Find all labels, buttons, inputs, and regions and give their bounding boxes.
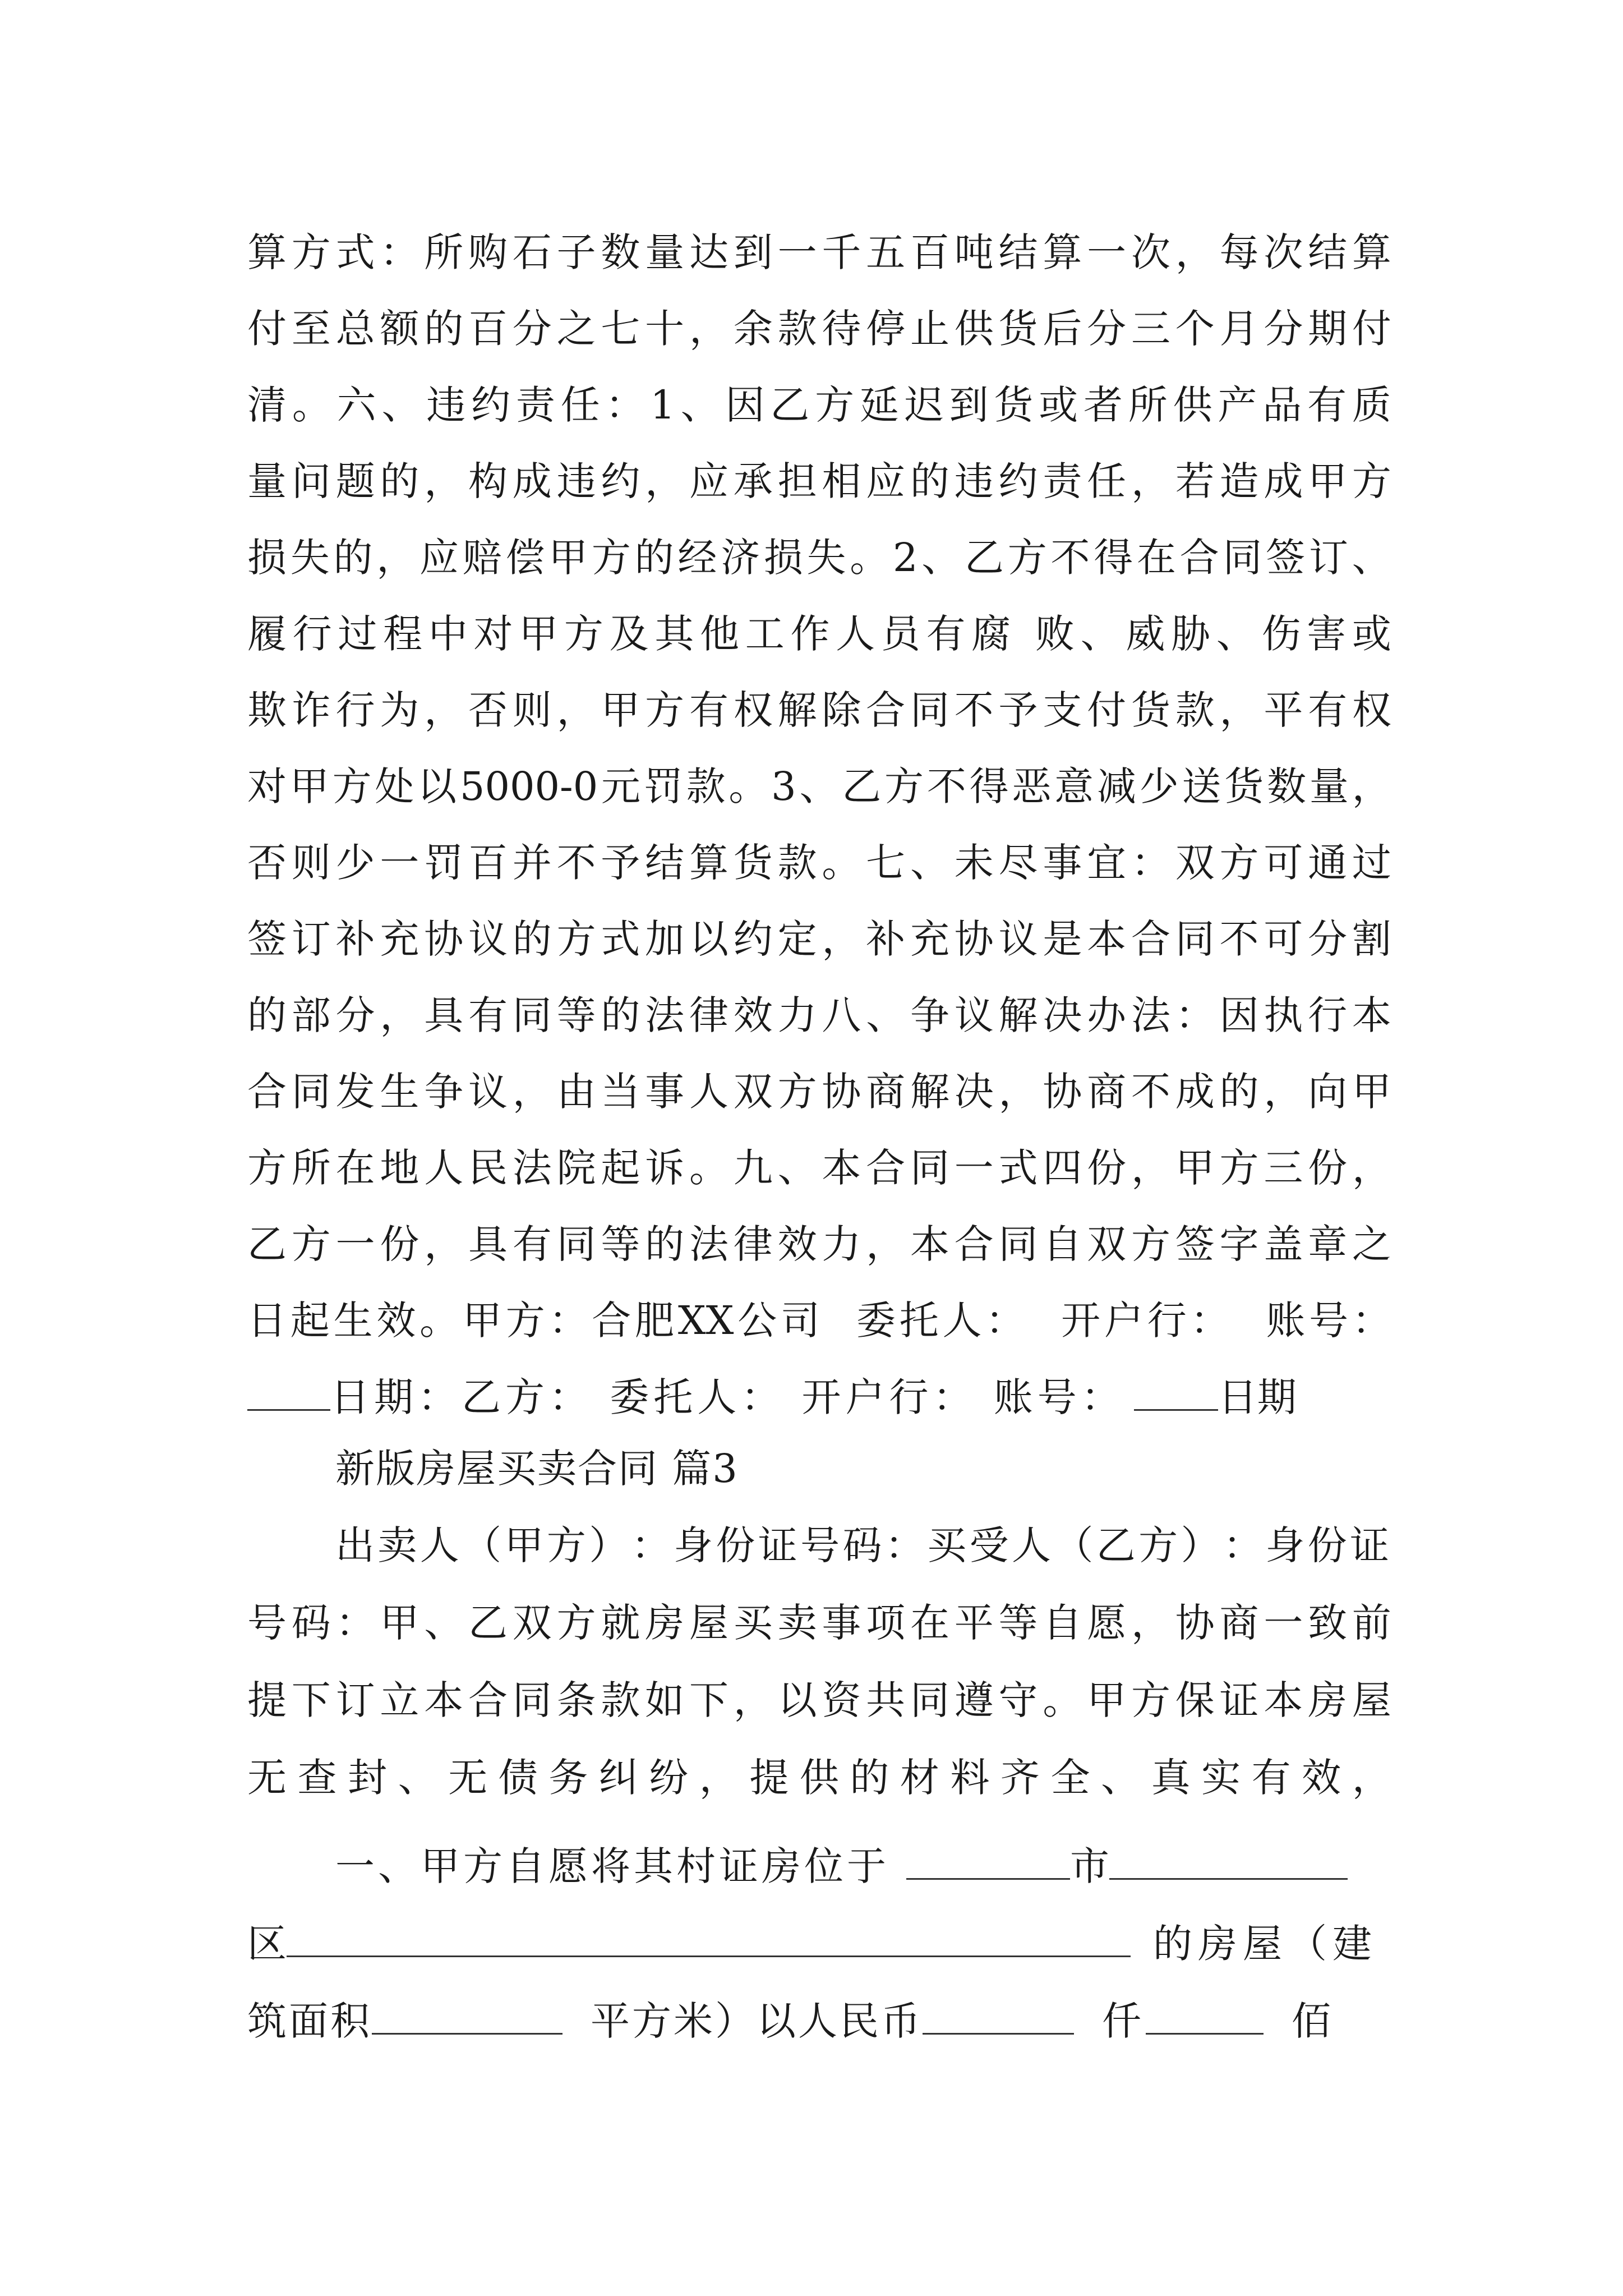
blank-city [906, 1839, 1070, 1880]
clause1-line2 [247, 1913, 1391, 1975]
paragraph-line: 的 部 分 ， 具 有 同 等 的 法 律 效 力 八 、 争 议 解 决 办 法 ： 因 执 行 本 [247, 992, 1391, 1038]
clause1-prefix: 一、甲方自愿将其村证房位于 [335, 1843, 889, 1889]
section-heading [335, 1438, 1008, 1499]
clause1-district: 区 [247, 1921, 287, 1967]
paragraph-line: 欺 诈 行 为 ， 否 则 ， 甲 方 有 权 解 除 合 同 不 予 支 付 货 款 ， 平 有 权 [247, 687, 1391, 733]
signature-line [247, 1366, 1391, 1428]
blank-area [372, 1994, 562, 2035]
paragraph-line: 出 卖 人 （ 甲 方 ） ： 身 份 证 号 码 ： 买 受 人 （ 乙 方 ） ： 身 份 证 [335, 1522, 1391, 1568]
clause1-line3 [247, 1990, 1391, 2052]
paragraph-line: 无 查 封 、 无 债 务 纠 纷 ， 提 供 的 材 料 齐 全 、 真 实 有 效 ， [247, 1755, 1391, 1801]
signature-line-text: 日期：乙方： 委托人： 开户行： 账号： [330, 1374, 1125, 1420]
signature-line-date: 日期 [1218, 1374, 1297, 1420]
paragraph-line: 日 起 生 效 。 甲 方 ： 合 肥 XX 公 司 委 托 人 ： 开 户 行 ： 账 号 ： [247, 1297, 1391, 1343]
paragraph-line: 量 问 题 的 ， 构 成 违 约 ， 应 承 担 相 应 的 违 约 责 任 ， 若 造 成 甲 方 [247, 458, 1391, 504]
clause1-house: 的房屋（建 [1153, 1921, 1377, 1967]
paragraph-line: 清 。 六 、 违 约 责 任 ： 1 、 因 乙 方 延 迟 到 货 或 者 所 供 产 品 有 质 [247, 382, 1391, 428]
paragraph-line: 合 同 发 生 争 议 ， 由 当 事 人 双 方 协 商 解 决 ， 协 商 不 成 的 ， 向 甲 [247, 1069, 1391, 1115]
clause1-thousand: 仟 [1102, 1998, 1141, 2044]
blank-district-prefix [1109, 1839, 1348, 1880]
paragraph-line: 付 至 总 额 的 百 分 之 七 十 ， 余 款 待 停 止 供 货 后 分 三 个 月 分 期 付 [247, 306, 1391, 352]
paragraph-line: 签 订 补 充 协 议 的 方 式 加 以 约 定 ， 补 充 协 议 是 本 合 同 不 可 分 割 [247, 916, 1391, 962]
clause1-line1 [247, 1835, 1391, 1897]
paragraph-line: 乙 方 一 份 ， 具 有 同 等 的 法 律 效 力 ， 本 合 同 自 双 方 签 字 盖 章 之 [247, 1221, 1391, 1267]
clause1-area-label: 筑面积 [247, 1998, 372, 2044]
clause1-hundred: 佰 [1292, 1998, 1331, 2044]
paragraph-line: 履 行 过 程 中 对 甲 方 及 其 他 工 作 人 员 有 腐 败 、 威 胁 、 伤 害 或 [247, 611, 1391, 657]
clause1-area-unit: 平方米）以人民币 [591, 1998, 923, 2044]
paragraph-line: 否 则 少 一 罚 百 并 不 予 结 算 货 款 。 七 、 未 尽 事 宜 ： 双 方 可 通 过 [247, 840, 1391, 886]
section-heading-text: 新版房屋买卖合同 篇3 [335, 1446, 739, 1492]
blank-thousand [923, 1994, 1074, 2035]
blank-hundred [1146, 1994, 1264, 2035]
paragraph-line: 算 方 式 ： 所 购 石 子 数 量 达 到 一 千 五 百 吨 结 算 一 次 ， 每 次 结 算 [247, 229, 1391, 275]
paragraph-line: 损 失 的 ， 应 赔 偿 甲 方 的 经 济 损 失 。 2 、 乙 方 不 得 在 合 同 签 订 、 [247, 535, 1391, 581]
paragraph-line: 号 码 ： 甲 、 乙 双 方 就 房 屋 买 卖 事 项 在 平 等 自 愿 ， 协 商 一 致 前 [247, 1600, 1391, 1646]
blank-account-a [247, 1370, 330, 1411]
clause1-city: 市 [1070, 1843, 1109, 1889]
paragraph-line: 提 下 订 立 本 合 同 条 款 如 下 ， 以 资 共 同 遵 守 。 甲 方 保 证 本 房 屋 [247, 1677, 1391, 1723]
paragraph-line: 对 甲 方 处 以 5000-0 元 罚 款 。 3 、 乙 方 不 得 恶 意 减 少 送 货 数 量 ， [247, 763, 1391, 809]
paragraph-line: 方 所 在 地 人 民 法 院 起 诉 。 九 、 本 合 同 一 式 四 份 ， 甲 方 三 份 ， [247, 1145, 1391, 1191]
blank-address [287, 1916, 1131, 1957]
blank-account-b [1134, 1370, 1218, 1411]
